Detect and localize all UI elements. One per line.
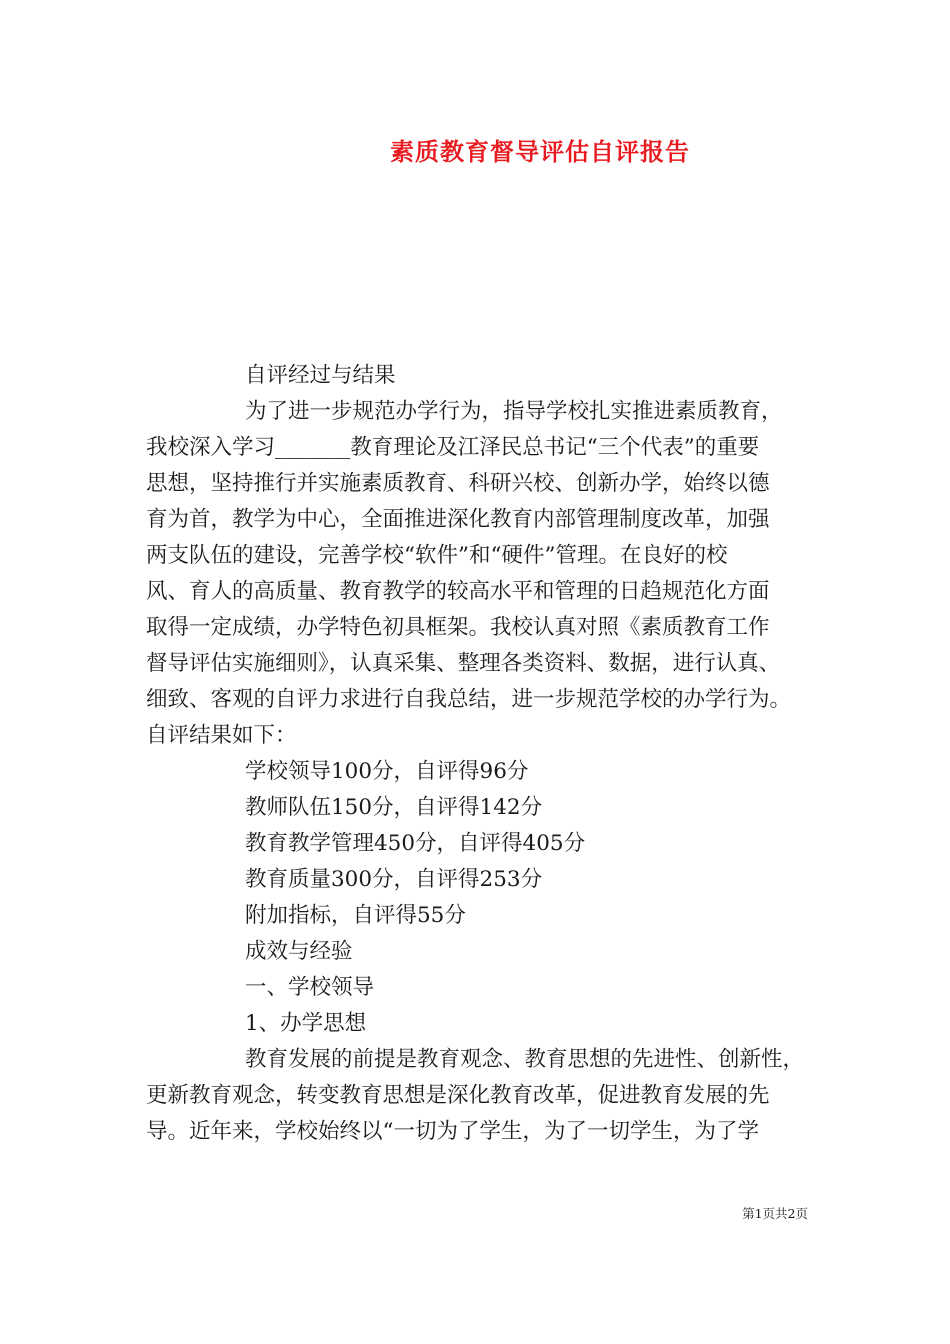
score-line: 学校领导100分，自评得96分 [245, 759, 529, 784]
page-footer: 第1页共2页 [742, 1206, 808, 1221]
paragraph-line: 为了进一步规范办学行为，指导学校扎实推进素质教育， [245, 399, 783, 424]
section-heading-self-evaluation: 自评经过与结果 [245, 363, 396, 388]
paragraph-line: 自评结果如下： [146, 723, 297, 748]
paragraph-line: 导。近年来，学校始终以“一切为了学生，为了一切学生，为了学 [146, 1119, 759, 1144]
paragraph-line: 两支队伍的建设，完善学校“软件”和“硬件”管理。在良好的校 [146, 543, 728, 568]
paragraph-line: 更新教育观念，转变教育思想是深化教育改革，促进教育发展的先 [146, 1083, 770, 1108]
paragraph-line: 督导评估实施细则》，认真采集、整理各类资料、数据，进行认真、 [146, 651, 781, 676]
paragraph-line: 思想，坚持推行并实施素质教育、科研兴校、创新办学，始终以德 [146, 471, 770, 496]
subsection-heading-philosophy: 1、办学思想 [245, 1011, 367, 1036]
paragraph-line: 育为首，教学为中心，全面推进深化教育内部管理制度改革，加强 [146, 507, 770, 532]
document-title: 素质教育督导评估自评报告 [390, 137, 690, 166]
score-line: 教育教学管理450分，自评得405分 [245, 831, 586, 856]
score-line: 教育质量300分，自评得253分 [245, 867, 543, 892]
document-body [146, 358, 826, 1150]
paragraph-line: 取得一定成绩，办学特色初具框架。我校认真对照《素质教育工作 [146, 615, 770, 640]
score-line: 教师队伍150分，自评得142分 [245, 795, 543, 820]
paragraph-line: 教育发展的前提是教育观念、教育思想的先进性、创新性， [245, 1047, 805, 1072]
paragraph-line: 细致、客观的自评力求进行自我总结，进一步规范学校的办学行为。 [146, 687, 792, 712]
paragraph-line: 风、育人的高质量、教育教学的较高水平和管理的日趋规范化方面 [146, 579, 770, 604]
score-line: 附加指标，自评得55分 [245, 903, 466, 928]
section-heading-leadership: 一、学校领导 [245, 975, 375, 1000]
paragraph-line: 我校深入学习_______教育理论及江泽民总书记“三个代表”的重要 [146, 435, 760, 460]
section-heading-results: 成效与经验 [245, 939, 353, 964]
